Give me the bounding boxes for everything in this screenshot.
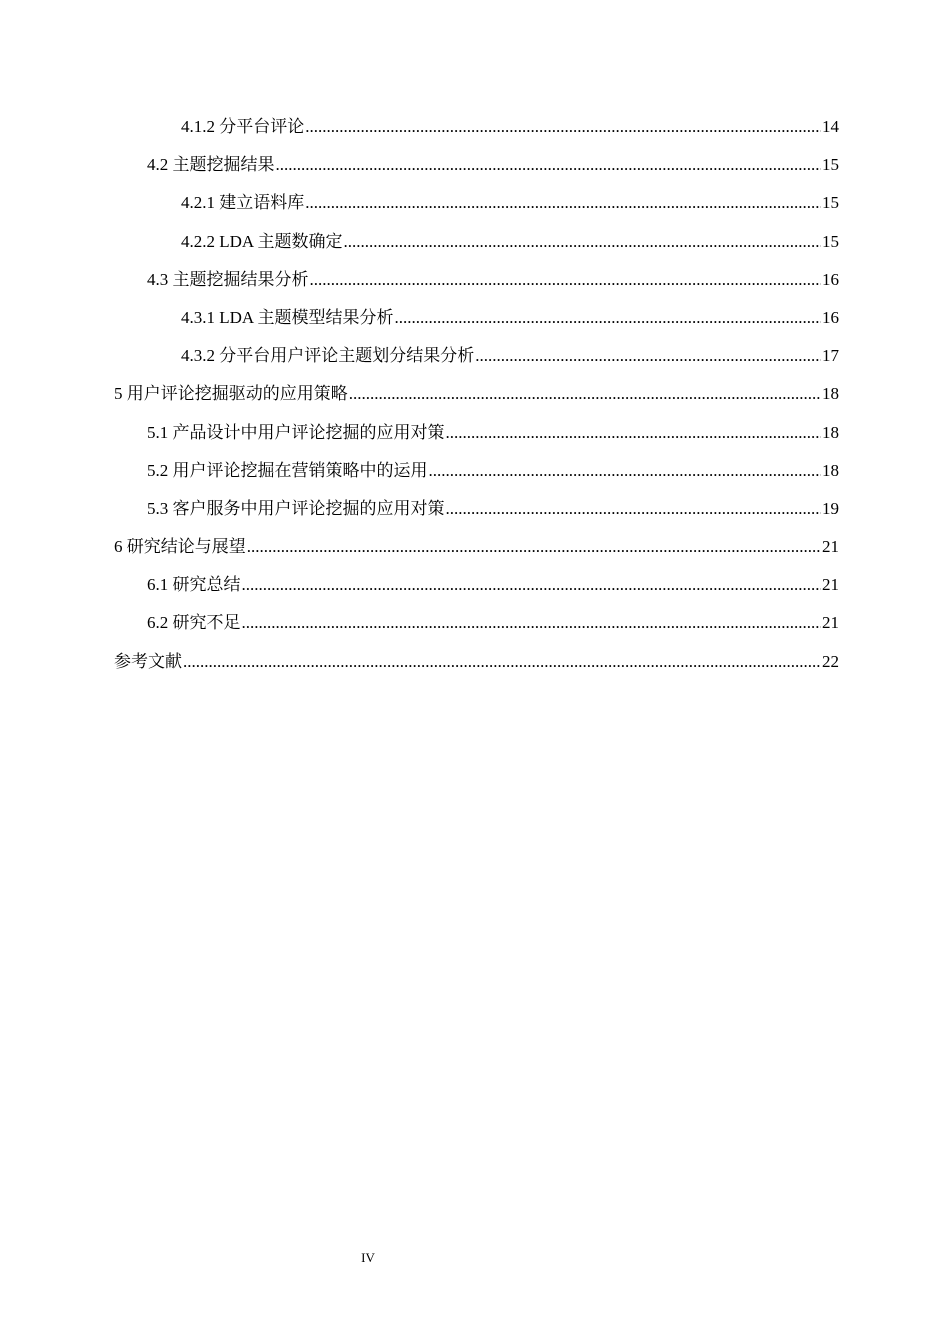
toc-dot-leader: [276, 146, 822, 184]
toc-entry[interactable]: [114, 528, 839, 566]
toc-entry[interactable]: [114, 452, 839, 490]
toc-entry[interactable]: [114, 643, 839, 681]
toc-entry-title: 6.1 研究总结: [147, 575, 241, 595]
toc-entry-title: 5 用户评论挖掘驱动的应用策略: [114, 384, 348, 404]
toc-dot-leader: [305, 108, 821, 146]
toc-entry-title: 4.2 主题挖掘结果: [147, 155, 275, 175]
toc-entry-page: 21: [822, 537, 839, 557]
toc-entry-page: 16: [822, 269, 839, 289]
toc-entry-title: 5.1 产品设计中用户评论挖掘的应用对策: [147, 422, 445, 442]
toc-dot-leader: [310, 261, 822, 299]
toc-dot-leader: [183, 643, 821, 681]
toc-entry-title: 4.2.1 建立语料库: [181, 193, 305, 213]
toc-dot-leader: [349, 375, 821, 413]
toc-dot-leader: [395, 299, 822, 337]
toc-entry-page: 21: [822, 575, 839, 595]
toc-entry-page: 19: [822, 498, 839, 518]
toc-entry-title: 4.3.2 分平台用户评论主题划分结果分析: [181, 346, 475, 366]
toc-dot-leader: [305, 184, 821, 222]
toc-entry-title: 4.3 主题挖掘结果分析: [147, 269, 309, 289]
toc-entry[interactable]: [114, 261, 839, 299]
toc-entry[interactable]: [114, 604, 839, 642]
page-number: IV: [361, 1250, 375, 1265]
toc-entry-page: 18: [822, 422, 839, 442]
toc-entry-page: 15: [822, 231, 839, 251]
toc-entry-title: 6 研究结论与展望: [114, 537, 246, 557]
toc-dot-leader: [429, 452, 822, 490]
toc-entry[interactable]: [114, 337, 839, 375]
toc-entry[interactable]: [114, 223, 839, 261]
toc-dot-leader: [475, 337, 821, 375]
toc-entry[interactable]: [114, 184, 839, 222]
toc-dot-leader: [242, 604, 822, 642]
toc-entry[interactable]: [114, 414, 839, 452]
toc-entry-page: 22: [822, 651, 839, 671]
toc-dot-leader: [344, 223, 822, 261]
toc-entry-page: 17: [822, 346, 839, 366]
toc-entry-page: 18: [822, 460, 839, 480]
toc-entry-title: 4.2.2 LDA 主题数确定: [181, 231, 343, 251]
toc-dot-leader: [446, 414, 822, 452]
toc-entry[interactable]: [114, 566, 839, 604]
toc-entry[interactable]: [114, 146, 839, 184]
toc-entry-page: 14: [822, 117, 839, 136]
toc-entry-title: 5.2 用户评论挖掘在营销策略中的运用: [147, 460, 428, 480]
toc-entry[interactable]: [114, 108, 839, 146]
toc-entry-title: 5.3 客户服务中用户评论挖掘的应用对策: [147, 498, 445, 518]
toc-entry-page: 15: [822, 193, 839, 213]
toc-entry-title: 4.1.2 分平台评论: [181, 117, 305, 136]
toc-entry[interactable]: [114, 375, 839, 413]
toc-entry-title: 4.3.1 LDA 主题模型结果分析: [181, 307, 394, 327]
toc-entry-title: 6.2 研究不足: [147, 613, 241, 633]
toc-dot-leader: [247, 528, 821, 566]
table-of-contents: [114, 108, 839, 681]
toc-entry[interactable]: [114, 490, 839, 528]
toc-entry-page: 16: [822, 307, 839, 327]
toc-entry-page: 21: [822, 613, 839, 633]
toc-entry[interactable]: [114, 299, 839, 337]
toc-dot-leader: [446, 490, 822, 528]
toc-entry-page: 15: [822, 155, 839, 175]
toc-entry-title: 参考文献: [114, 651, 182, 671]
toc-dot-leader: [242, 566, 822, 604]
toc-entry-page: 18: [822, 384, 839, 404]
